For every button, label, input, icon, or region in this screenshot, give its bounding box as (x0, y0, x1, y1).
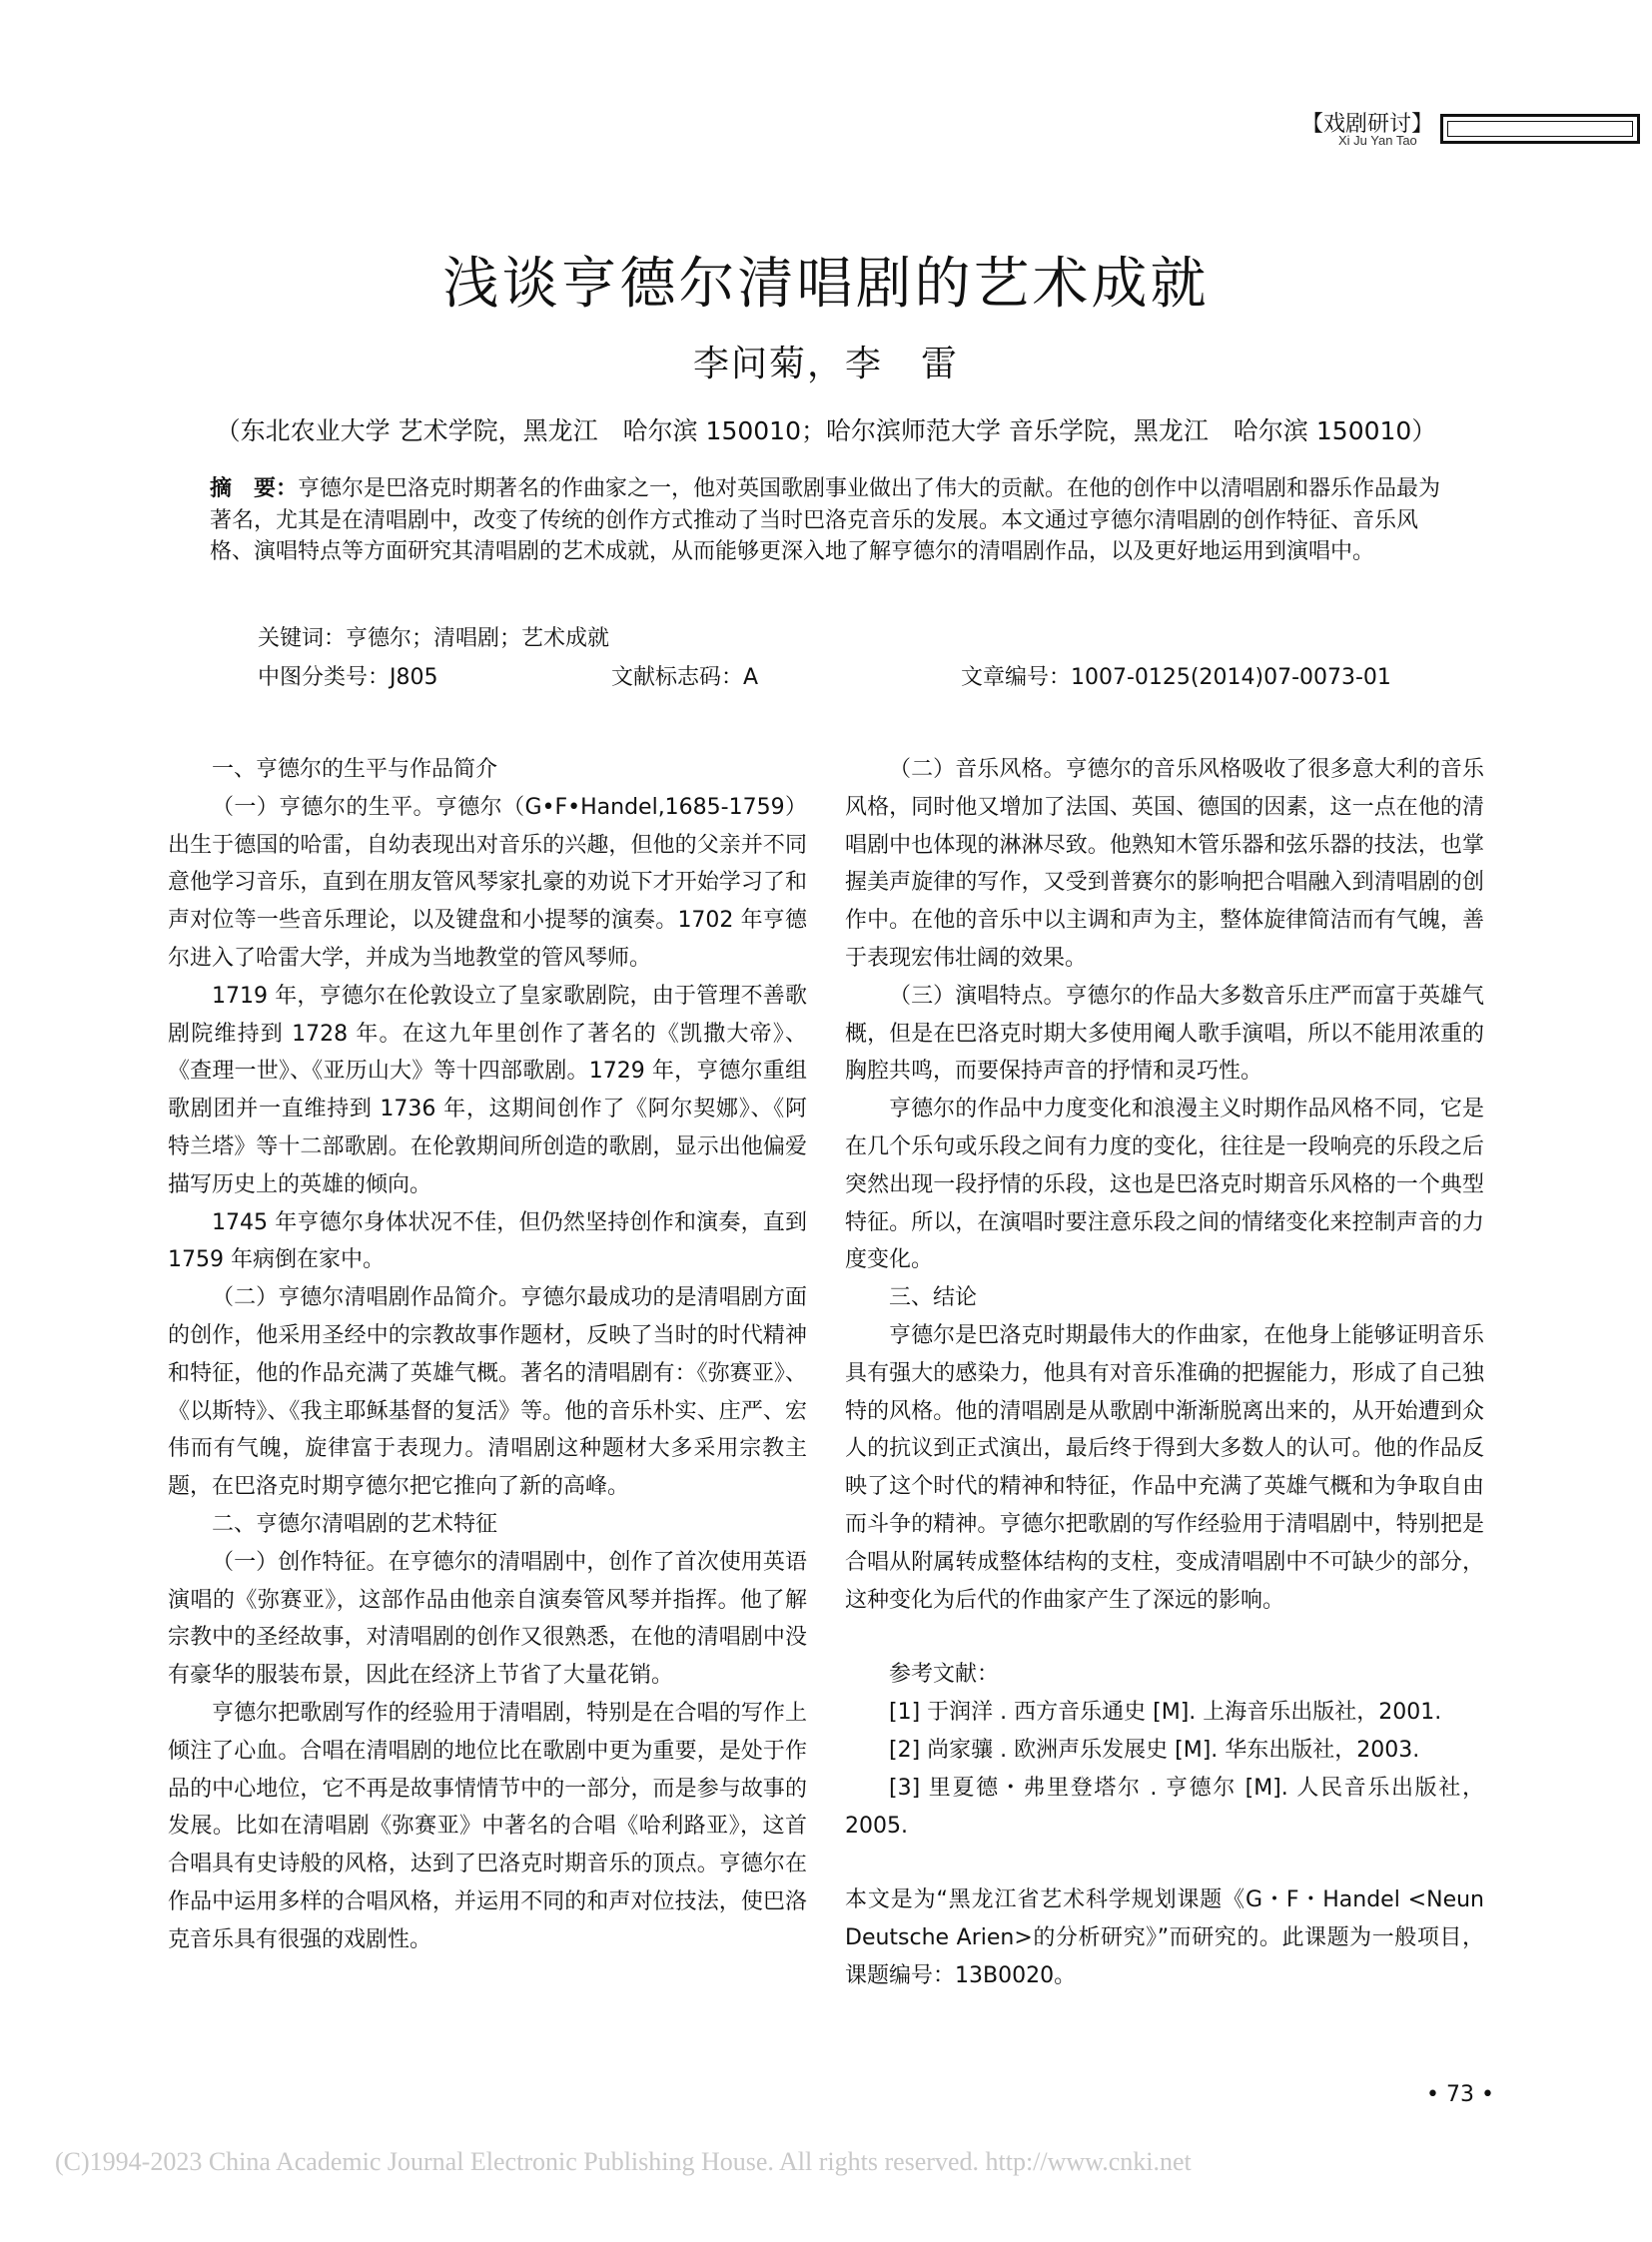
header-decoration-box (1440, 114, 1640, 144)
left-column (168, 751, 807, 1959)
references-title: 参考文献： (889, 1662, 1000, 1688)
paragraph: （三）演唱特点。亨德尔的作品大多数音乐庄严而富于英雄气概，但是在巴洛克时期大多使用阉人歌手演唱，所以不能用浓重的胸腔共鸣，而要保持声音的抒情和灵巧性。 (845, 983, 1484, 1085)
article-authors: 李问菊，李 雷 (692, 344, 959, 384)
article-affiliation: （东北农业大学 艺术学院，黑龙江 哈尔滨 150010；哈尔滨师范大学 音乐学院，黑龙江 哈尔滨 150010） (215, 416, 1437, 445)
paragraph: （一）亨德尔的生平。亨德尔（G•F•Handel,1685-1759）出生于德国的哈雷，自幼表现出对音乐的兴趣，但他的父亲并不同意他学习音乐，直到在朋友管风琴家扎豪的劝说下才开始学习了和声对位等一些音乐理论，以及键盘和小提琴的演奏。1702 年亨德尔进入了哈雷大学，并成为当地教堂的管风琴师。 (168, 794, 807, 971)
abstract (210, 473, 1448, 568)
section-heading: 二、亨德尔清唱剧的艺术特征 (212, 1511, 498, 1537)
copyright-footer: (C)1994-2023 China Academic Journal Electronic Publishing House. All rights reserved. http://www.cnki.net (55, 2147, 1192, 2176)
funding-note: 本文是为“黑龙江省艺术科学规划课题《G・F・Handel <Neun Deutsche Arien>的分析研究》”而研究的。此课题为一般项目，课题编号：13B0020。 (845, 1887, 1484, 1988)
paragraph: 1719 年，亨德尔在伦敦设立了皇家歌剧院，由于管理不善歌剧院维持到 1728 年。在这九年里创作了著名的《凯撒大帝》、《查理一世》、《亚历山大》等十四部歌剧。1729 年，亨德尔重组歌剧团并一直维持到 1736 年，这期间创作了《阿尔契娜》、《阿特兰塔》等十二部歌剧。在伦敦期间所创造的歌剧，显示出他偏爱描写历史上的英雄的倾向。 (168, 983, 807, 1197)
keywords: 关键词：亨德尔；清唱剧；艺术成就 (258, 626, 610, 651)
reference-item: [3] 里夏德・弗里登塔尔 . 亨德尔 [M]. 人民音乐出版社，2005. (845, 1775, 1484, 1839)
abstract-text: 亨德尔是巴洛克时期著名的作曲家之一，他对英国歌剧事业做出了伟大的贡献。在他的创作中以清唱剧和器乐作品最为著名，尤其是在清唱剧中，改变了传统的创作方式推动了当时巴洛克音乐的发展。本文通过亨德尔清唱剧的创作特征、音乐风格、演唱特点等方面研究其清唱剧的艺术成就，从而能够更深入地了解亨德尔的清唱剧作品，以及更好地运用到演唱中。 (210, 476, 1441, 564)
paragraph: 亨德尔的作品中力度变化和浪漫主义时期作品风格不同，它是在几个乐句或乐段之间有力度的变化，往往是一段响亮的乐段之后突然出现一段抒情的乐段，这也是巴洛克时期音乐风格的一个典型特征。所以，在演唱时要注意乐段之间的情绪变化来控制声音的力度变化。 (845, 1097, 1484, 1273)
abstract-label: 摘 要： (210, 476, 299, 501)
paragraph: （一）创作特征。在亨德尔的清唱剧中，创作了首次使用英语演唱的《弥赛亚》，这部作品由他亲自演奏管风琴并指挥。他了解宗教中的圣经故事，对清唱剧的创作又很熟悉，在他的清唱剧中没有豪华的服装布景，因此在经济上节省了大量花销。 (168, 1549, 807, 1689)
paragraph: 亨德尔把歌剧写作的经验用于清唱剧，特别是在合唱的写作上倾注了心血。合唱在清唱剧的地位比在歌剧中更为重要，是处于作品的中心地位，它不再是故事情情节中的一部分，而是参与故事的发展。比如在清唱剧《弥赛亚》中著名的合唱《哈利路亚》，这首合唱具有史诗般的风格，达到了巴洛克时期音乐的顶点。亨德尔在作品中运用多样的合唱风格，并运用不同的和声对位技法，使巴洛克音乐具有很强的戏剧性。 (168, 1700, 807, 1952)
paragraph: （二）音乐风格。亨德尔的音乐风格吸收了很多意大利的音乐风格，同时他又增加了法国、英国、德国的因素，这一点在他的清唱剧中也体现的淋淋尽致。他熟知木管乐器和弦乐器的技法，也掌握美声旋律的写作，又受到普赛尔的影响把合唱融入到清唱剧的创作中。在他的音乐中以主调和声为主，整体旋律简洁而有气魄，善于表现宏伟壮阔的效果。 (845, 757, 1484, 971)
reference-item: [2] 尚家骧 . 欧洲声乐发展史 [M]. 华东出版社，2003. (889, 1737, 1420, 1763)
reference-item: [1] 于润洋 . 西方音乐通史 [M]. 上海音乐出版社，2001. (889, 1700, 1442, 1726)
column-name: 【戏剧研讨】 (1301, 112, 1434, 137)
paragraph: 1745 年亨德尔身体状况不佳，但仍然坚持创作和演奏，直到 1759 年病倒在家中。 (168, 1209, 807, 1273)
page-number: • 73 • (1426, 2082, 1494, 2107)
column-pinyin: Xi Ju Yan Tao (1338, 133, 1417, 148)
section-heading: 一、亨德尔的生平与作品简介 (212, 757, 498, 782)
article-number: 文章编号：1007-0125(2014)07-0073-01 (961, 665, 1391, 690)
section-heading: 三、结论 (889, 1285, 978, 1311)
document-code: 文献标志码：A (611, 665, 759, 690)
right-column (845, 751, 1484, 1995)
clc-number: 中图分类号：J805 (258, 665, 438, 690)
article-title: 浅谈亨德尔清唱剧的艺术成就 (442, 252, 1210, 317)
paragraph: （二）亨德尔清唱剧作品简介。亨德尔最成功的是清唱剧方面的创作，他采用圣经中的宗教故事作题材，反映了当时的时代精神和特征，他的作品充满了英雄气概。著名的清唱剧有：《弥赛亚》、《以斯特》、《我主耶稣基督的复活》等。他的音乐朴实、庄严、宏伟而有气魄，旋律富于表现力。清唱剧这种题材大多采用宗教主题，在巴洛克时期亨德尔把它推向了新的高峰。 (168, 1285, 807, 1500)
paragraph: 亨德尔是巴洛克时期最伟大的作曲家，在他身上能够证明音乐具有强大的感染力，他具有对音乐准确的把握能力，形成了自己独特的风格。他的清唱剧是从歌剧中渐渐脱离出来的，从开始遭到众人的抗议到正式演出，最后终于得到大多数人的认可。他的作品反映了这个时代的精神和特征，作品中充满了英雄气概和为争取自由而斗争的精神。亨德尔把歌剧的写作经验用于清唱剧中，特别把是合唱从附属转成整体结构的支柱，变成清唱剧中不可缺少的部分，这种变化为后代的作曲家产生了深远的影响。 (845, 1322, 1484, 1613)
